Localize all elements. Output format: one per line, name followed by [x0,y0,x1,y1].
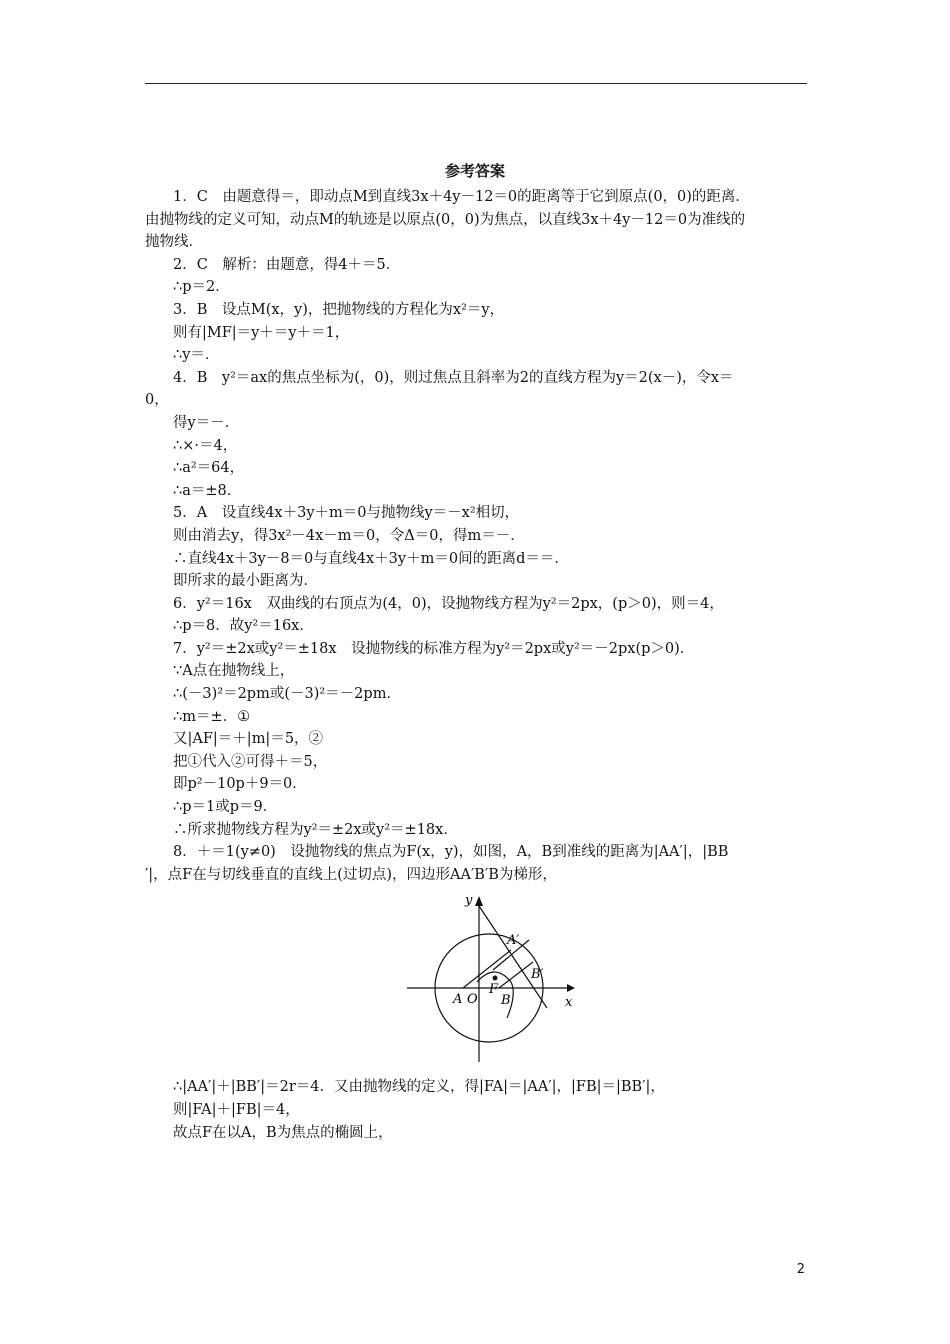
answer-content [145,186,807,1144]
text-line: 1．C 由题意得＝，即动点M到直线3x＋4y－12＝0的距离等于它到原点(0，0)的距离． [173,189,750,205]
geometry-figure [145,886,807,1076]
header-rule [145,83,807,84]
text-line: 抛物线． [145,234,203,251]
text-line: ∴(－3)²＝2pm或(－3)²＝－2pm． [173,686,401,703]
text-line: ∴p＝8．故y²＝16x． [173,618,314,635]
text-line: ∴m＝±．① [173,708,251,725]
focus-point [493,976,498,981]
text-line: 又|AF|＝＋|m|＝5，② [173,731,324,748]
text-line: 即p²－10p＋9＝0． [173,776,307,793]
label-A-prime: A′ [507,933,520,949]
y-axis-label: y [465,893,473,909]
text-line: 得y＝－． [173,414,240,431]
label-B-prime: B′ [531,967,544,983]
text-line: 把①代入②可得＋＝5， [173,753,328,770]
label-B: B [501,993,511,1009]
text-line: 0， [145,392,169,409]
text-line: 则|FA|＋|FB|＝4， [173,1102,300,1118]
text-line: ∴a²＝64， [173,460,245,477]
label-O: O [467,992,478,1008]
text-line: 故点F在以A，B为焦点的椭圆上， [173,1124,393,1141]
x-axis-label: x [565,995,573,1011]
text-line: ∴直线4x＋3y－8＝0与直线4x＋3y＋m＝0间的距离d＝＝． [173,550,569,567]
text-line: 则有|MF|＝y＋＝y＋＝1， [173,324,350,341]
text-line: ∴p＝1或p＝9． [173,799,278,816]
text-line: ′|，点F在与切线垂直的直线上(过切点)，四边形AA′B′B为梯形， [145,866,557,883]
text-line: 2．C 解析：由题意，得4＋＝5． [173,256,401,273]
circle-tangent-diagram [407,890,587,1070]
segment-AA-prime [463,950,511,988]
text-line: 7．y²＝±2x或y²＝±18x 设抛物线的标准方程为y²＝2px或y²＝－2px(p＞0)． [173,640,695,657]
label-A: A [453,992,463,1008]
text-line: ∵A点在抛物线上， [173,663,295,680]
text-line: ∴a＝±8． [173,482,242,499]
x-axis-arrow [567,984,575,992]
page-title: 参考答案 [444,162,505,180]
text-line: 即所求的最小距离为． [173,573,318,590]
text-line: 3．B 设点M(x，y)，把抛物线的方程化为x²＝y， [173,301,505,318]
text-line: 5．A 设直线4x＋3y＋m＝0与抛物线y＝－x²相切， [173,505,520,522]
text-line: ∴p＝2． [173,279,230,296]
text-line: 4．B y²＝ax的焦点坐标为(，0)，则过焦点且斜率为2的直线方程为y＝2(x－)，令x＝ [173,369,734,386]
label-F: F [489,982,499,998]
text-line: ∴所求抛物线方程为y²＝±2x或y²＝±18x． [173,821,458,838]
text-line: 8．＋＝1(y≠0) 设抛物线的焦点为F(x，y)，如图，A，B到准线的距离为|AA′|，|BB [173,844,729,861]
y-axis-arrow [475,896,483,906]
text-line: 6．y²＝16x 双曲线的右顶点为(4，0)，设抛物线方程为y²＝2px，(p＞0)，则＝4， [173,595,724,612]
text-line: ∴y＝． [173,347,220,364]
text-line: ∴|AA′|＋|BB′|＝2r＝4．又由抛物线的定义，得|FA|＝|AA′|，|FB|＝|BB′|， [173,1079,665,1096]
text-line: 则由消去y，得3x²－4x－m＝0，令Δ＝0，得m＝－． [173,527,525,544]
text-line: ∴×·＝4， [173,437,238,454]
text-line: 由抛物线的定义可知，动点M的轨迹是以原点(0，0)为焦点，以直线3x＋4y－12＝0为准线的 [145,211,746,228]
page-number: 2 [796,1262,805,1277]
